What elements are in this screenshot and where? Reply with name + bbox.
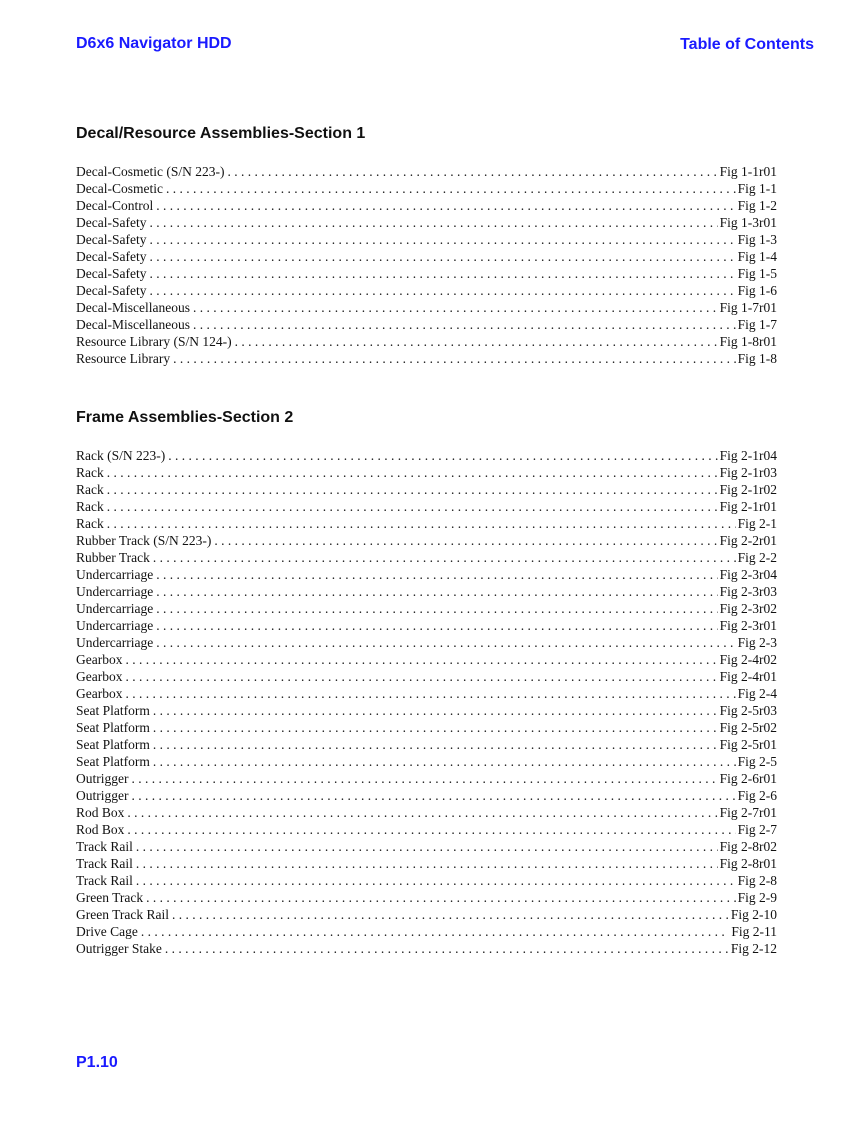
toc-entry-figure-ref: Fig 2-1 (737, 516, 777, 531)
dot-leader (107, 515, 736, 532)
toc-entry[interactable] (76, 804, 777, 821)
toc-entry-figure-ref: Fig 2-2r01 (719, 533, 777, 548)
toc-entry-title: Rack (76, 499, 104, 514)
toc-entry-title: Resource Library (76, 351, 171, 366)
toc-section-1 (76, 124, 777, 367)
toc-entry-figure-ref: Fig 2-8r01 (719, 856, 777, 871)
toc-entry-title: Outrigger (76, 771, 129, 786)
toc-entry-title: Track Rail (76, 873, 133, 888)
dot-leader (125, 651, 717, 668)
toc-entry-title: Decal-Safety (76, 283, 147, 298)
toc-entry-title: Rack (S/N 223-) (76, 448, 166, 463)
toc-list (76, 163, 777, 367)
toc-entry-title: Rod Box (76, 822, 125, 837)
toc-entry-figure-ref: Fig 1-8 (737, 351, 777, 366)
toc-entry-title: Undercarriage (76, 618, 154, 633)
toc-entry-title: Undercarriage (76, 584, 154, 599)
toc-entry-figure-ref: Fig 2-7r01 (719, 805, 777, 820)
dot-leader (156, 617, 717, 634)
toc-entry-figure-ref: Fig 1-6 (737, 283, 777, 298)
page-number: P1.10 (76, 1054, 118, 1071)
toc-entry-figure-ref: Fig 2-7 (737, 822, 777, 837)
dot-leader (153, 719, 718, 736)
toc-entry-figure-ref: Fig 2-6r01 (719, 771, 777, 786)
dot-leader (149, 231, 735, 248)
toc-entry-title: Decal-Safety (76, 266, 147, 281)
toc-entry[interactable] (76, 668, 777, 685)
toc-entry-title: Outrigger (76, 788, 129, 803)
toc-entry-title: Decal-Cosmetic (S/N 223-) (76, 164, 225, 179)
toc-entry[interactable] (76, 248, 777, 265)
toc-entry-figure-ref: Fig 1-1r01 (719, 164, 777, 179)
toc-entry-title: Rack (76, 482, 104, 497)
dot-leader (156, 197, 735, 214)
dot-leader (131, 787, 735, 804)
dot-leader (149, 265, 735, 282)
dot-leader (235, 333, 718, 350)
toc-entry-title: Decal-Cosmetic (76, 181, 163, 196)
toc-entry[interactable] (76, 872, 777, 889)
toc-entry[interactable] (76, 299, 777, 316)
toc-entry-figure-ref: Fig 2-8r02 (719, 839, 777, 854)
toc-entry[interactable] (76, 923, 777, 940)
toc-entry-figure-ref: Fig 1-7r01 (719, 300, 777, 315)
toc-entry-figure-ref: Fig 2-11 (731, 924, 777, 939)
toc-entry-title: Decal-Safety (76, 215, 147, 230)
dot-leader (125, 685, 735, 702)
toc-entry[interactable] (76, 634, 777, 651)
toc-entry-figure-ref: Fig 1-4 (737, 249, 777, 264)
toc-entry-figure-ref: Fig 2-3r04 (719, 567, 777, 582)
dot-leader (125, 668, 717, 685)
toc-entry-title: Outrigger Stake (76, 941, 162, 956)
toc-entry-figure-ref: Fig 2-5r01 (719, 737, 777, 752)
toc-entry[interactable] (76, 333, 777, 350)
toc-entry[interactable] (76, 231, 777, 248)
toc-entry[interactable] (76, 736, 777, 753)
dot-leader (153, 549, 736, 566)
toc-entry-figure-ref: Fig 2-1r04 (719, 448, 777, 463)
toc-section-2 (76, 408, 777, 957)
dot-leader (107, 481, 718, 498)
dot-leader (146, 889, 735, 906)
toc-entry-title: Track Rail (76, 856, 133, 871)
toc-entry-title: Seat Platform (76, 720, 150, 735)
dot-leader (107, 464, 718, 481)
toc-entry[interactable] (76, 549, 777, 566)
header-section-label: Table of Contents (680, 36, 814, 53)
toc-entry[interactable] (76, 464, 777, 481)
toc-entry-figure-ref: Fig 2-2 (737, 550, 777, 565)
toc-entry[interactable] (76, 719, 777, 736)
dot-leader (172, 906, 729, 923)
dot-leader (131, 770, 717, 787)
toc-entry-title: Decal-Miscellaneous (76, 317, 190, 332)
dot-leader (156, 600, 717, 617)
dot-leader (165, 940, 729, 957)
dot-leader (156, 583, 717, 600)
toc-entry[interactable] (76, 940, 777, 957)
toc-entry-figure-ref: Fig 2-3r03 (719, 584, 777, 599)
toc-entry-figure-ref: Fig 2-8 (737, 873, 777, 888)
toc-entry-title: Rack (76, 465, 104, 480)
toc-entry-figure-ref: Fig 2-9 (737, 890, 777, 905)
dot-leader (153, 753, 736, 770)
toc-entry[interactable] (76, 498, 777, 515)
dot-leader (193, 299, 718, 316)
toc-entry[interactable] (76, 821, 777, 838)
toc-entry-title: Undercarriage (76, 635, 154, 650)
toc-entry[interactable] (76, 532, 777, 549)
dot-leader (166, 180, 736, 197)
toc-entry-title: Track Rail (76, 839, 133, 854)
toc-entry[interactable] (76, 583, 777, 600)
toc-entry-title: Decal-Safety (76, 249, 147, 264)
toc-entry-title: Undercarriage (76, 567, 154, 582)
toc-entry[interactable] (76, 770, 777, 787)
toc-entry-figure-ref: Fig 2-1r02 (719, 482, 777, 497)
toc-entry-figure-ref: Fig 2-3 (737, 635, 777, 650)
dot-leader (153, 702, 718, 719)
toc-entry-title: Drive Cage (76, 924, 138, 939)
toc-entry[interactable] (76, 265, 777, 282)
toc-entry-figure-ref: Fig 2-5 (737, 754, 777, 769)
toc-entry-figure-ref: Fig 1-5 (737, 266, 777, 281)
toc-entry-figure-ref: Fig 1-3r01 (719, 215, 777, 230)
toc-entry-title: Rack (76, 516, 104, 531)
dot-leader (136, 872, 736, 889)
toc-entry-figure-ref: Fig 2-12 (730, 941, 777, 956)
toc-entry[interactable] (76, 753, 777, 770)
section-title: Frame Assemblies-Section 2 (76, 409, 294, 426)
toc-entry[interactable] (76, 617, 777, 634)
toc-entry-title: Gearbox (76, 669, 123, 684)
toc-entry[interactable] (76, 566, 777, 583)
toc-entry[interactable] (76, 787, 777, 804)
toc-entry-title: Seat Platform (76, 737, 150, 752)
toc-entry[interactable] (76, 515, 777, 532)
toc-entry-title: Gearbox (76, 652, 123, 667)
toc-entry-title: Gearbox (76, 686, 123, 701)
dot-leader (149, 248, 735, 265)
dot-leader (156, 634, 735, 651)
toc-entry[interactable] (76, 481, 777, 498)
toc-entry[interactable] (76, 685, 777, 702)
toc-entry[interactable] (76, 702, 777, 719)
toc-entry-title: Seat Platform (76, 703, 150, 718)
header-title: D6x6 Navigator HDD (76, 35, 232, 52)
toc-entry-figure-ref: Fig 2-3r01 (719, 618, 777, 633)
toc-entry[interactable] (76, 600, 777, 617)
dot-leader (149, 214, 717, 231)
dot-leader (107, 498, 718, 515)
toc-entry-figure-ref: Fig 2-3r02 (719, 601, 777, 616)
toc-entry-figure-ref: Fig 2-4r02 (719, 652, 777, 667)
toc-entry-title: Green Track Rail (76, 907, 169, 922)
toc-entry-figure-ref: Fig 2-5r03 (719, 703, 777, 718)
toc-entry-figure-ref: Fig 2-4r01 (719, 669, 777, 684)
toc-entry-figure-ref: Fig 2-1r01 (719, 499, 777, 514)
toc-entry[interactable] (76, 838, 777, 855)
dot-leader (149, 282, 735, 299)
toc-entry[interactable] (76, 282, 777, 299)
toc-entry-figure-ref: Fig 1-2 (737, 198, 777, 213)
toc-entry[interactable] (76, 651, 777, 668)
toc-entry-figure-ref: Fig 2-10 (730, 907, 777, 922)
toc-entry[interactable] (76, 180, 777, 197)
toc-entry-title: Rubber Track (S/N 223-) (76, 533, 212, 548)
section-title: Decal/Resource Assemblies-Section 1 (76, 125, 366, 142)
dot-leader (136, 838, 718, 855)
toc-entry-title: Seat Platform (76, 754, 150, 769)
dot-leader (141, 923, 730, 940)
toc-entry-title: Decal-Control (76, 198, 154, 213)
dot-leader (214, 532, 717, 549)
dot-leader (227, 163, 717, 180)
dot-leader (156, 566, 717, 583)
toc-entry[interactable] (76, 855, 777, 872)
toc-entry-title: Decal-Safety (76, 232, 147, 247)
toc-entry[interactable] (76, 447, 777, 464)
toc-entry[interactable] (76, 163, 777, 180)
dot-leader (168, 447, 717, 464)
dot-leader (173, 350, 736, 367)
toc-entry-figure-ref: Fig 2-4 (737, 686, 777, 701)
toc-entry[interactable] (76, 197, 777, 214)
dot-leader (193, 316, 736, 333)
toc-entry[interactable] (76, 350, 777, 367)
toc-entry-figure-ref: Fig 1-7 (737, 317, 777, 332)
toc-entry-figure-ref: Fig 2-5r02 (719, 720, 777, 735)
toc-entry-title: Resource Library (S/N 124-) (76, 334, 232, 349)
toc-entry-figure-ref: Fig 2-6 (737, 788, 777, 803)
dot-leader (127, 804, 717, 821)
toc-entry-figure-ref: Fig 2-1r03 (719, 465, 777, 480)
toc-list (76, 447, 777, 957)
toc-entry[interactable] (76, 316, 777, 333)
toc-entry-figure-ref: Fig 1-1 (737, 181, 777, 196)
toc-entry-title: Rubber Track (76, 550, 150, 565)
toc-entry[interactable] (76, 889, 777, 906)
toc-entry-title: Rod Box (76, 805, 125, 820)
toc-entry-figure-ref: Fig 1-3 (737, 232, 777, 247)
toc-entry-figure-ref: Fig 1-8r01 (719, 334, 777, 349)
toc-entry-title: Green Track (76, 890, 144, 905)
toc-entry-title: Decal-Miscellaneous (76, 300, 190, 315)
toc-entry[interactable] (76, 214, 777, 231)
toc-entry-title: Undercarriage (76, 601, 154, 616)
toc-entry[interactable] (76, 906, 777, 923)
dot-leader (136, 855, 718, 872)
dot-leader (153, 736, 718, 753)
dot-leader (127, 821, 735, 838)
